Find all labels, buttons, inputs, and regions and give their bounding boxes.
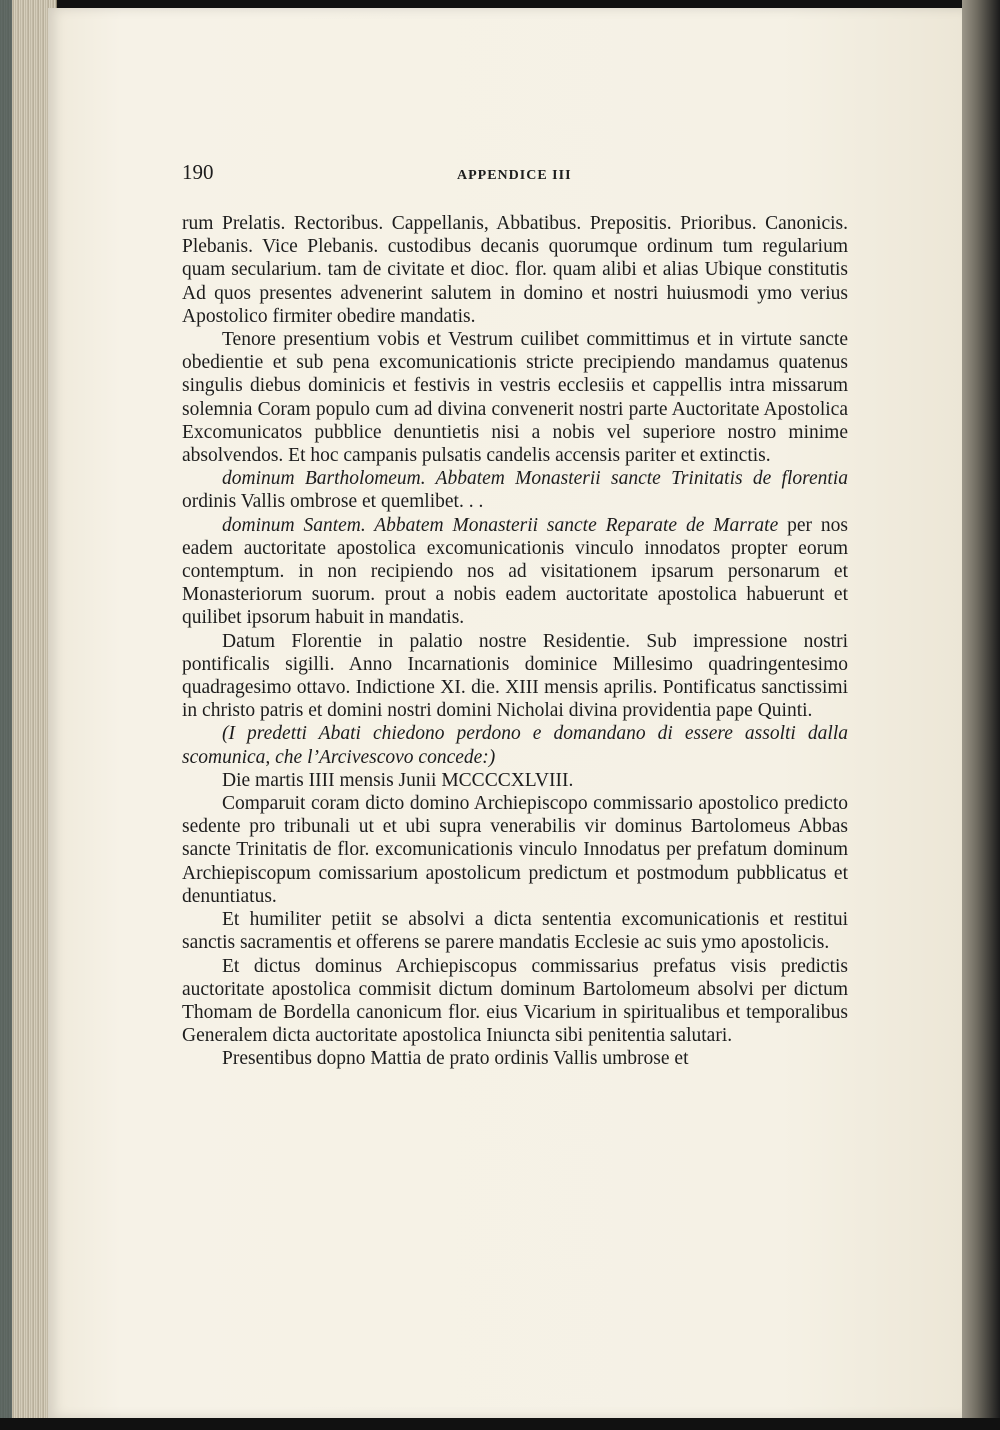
scan-border-right (962, 0, 1000, 1430)
paragraph (182, 908, 848, 954)
text-run: ordinis Vallis ombrose et quemlibet. . . (182, 491, 484, 513)
text-run: per nos eadem auctoritate apostolica excomunicationis vinculo innodatos propter eorum contemptum. in non recipiendo nos ad visitationem ipsarum personarum et Monasteriorum suorum. prout a nobis eadem auctoritate apostolica habuerunt et quilibet ipsorum habuit in mandatis. (182, 514, 848, 629)
italic-text-run: (I predetti Abati chiedono perdono e domandano di essere assolti dalla scomunica, che l’Arcivescovo concede:) (182, 723, 848, 768)
paragraph (182, 955, 848, 1048)
paragraph (182, 792, 848, 908)
text-run: Et dictus dominus Archiepiscopus commissarius prefatus visis predictis auctoritate apostolica commisit dictum dominum Bartolomeum absolvi per dictum Thomam de Bordella canonicum flor. eius Vicarium in spiritualibus et temporalibus Generalem dicta auctoritate apostolica Iniuncta sibi penitentia salutari. (182, 955, 848, 1047)
paragraph (182, 514, 848, 630)
paragraph (182, 212, 848, 328)
body-text (182, 212, 848, 1071)
scan-border-bottom (0, 1418, 1000, 1430)
text-run: Et humiliter petiit se absolvi a dicta sententia excomunicationis et restitui sanctis sacramentis et offerens se parere mandatis Ecclesie ac suis ymo apostolicis. (182, 909, 848, 954)
paragraph (182, 467, 848, 513)
italic-text-run: dominum Santem. Abbatem Monasterii sancte Reparate de Marrate (222, 514, 779, 536)
italic-text-run: dominum Bartholomeum. Abbatem Monasterii sancte Trinitatis de florentia (222, 468, 848, 490)
text-run: Presentibus dopno Mattia de prato ordinis Vallis umbrose et (222, 1048, 689, 1070)
paragraph (182, 1047, 848, 1070)
paragraph (182, 630, 848, 723)
text-run: Datum Florentie in palatio nostre Residentie. Sub impressione nostri pontificalis sigilli. Anno Incarnationis dominice Millesimo quadringentesimo quadragesimo ottavo. Indictione XI. die. XIII mensis aprilis. Pontificatus sanctissimi in christo patris et domini nostri domini Nicholai divina providentia pape Quinti. (182, 630, 848, 722)
page-header (182, 160, 850, 190)
page-number: 190 (182, 160, 214, 184)
running-head: APPENDICE III (457, 168, 572, 183)
text-run: Tenore presentium vobis et Vestrum cuilibet committimus et in virtute sancte obedientie et sub pena excomunicationis stricte precipiendo mandamus quatenus singulis diebus dominicis et festivis in vestris ecclesiis et cappellis intra missarum solemnia Coram populo cum ad divina convenerit nostri parte Auctoritate Apostolica Excomunicatos pubblice denuntietis nisi a nobis vel superiore nostro minime absolvendos. Et hoc campanis pulsatis candelis accensis pariter et extinctis. (182, 329, 848, 467)
text-run: rum Prelatis. Rectoribus. Cappellanis, Abbatibus. Prepositis. Prioribus. Canonicis. Plebanis. Vice Plebanis. custodibus decanis quorumque ordinum tum regularium quam secularium. tam de civitate et dioc. flor. quam alibi et alias Ubique constitutis Ad quos presentes advenerint salutem in domino et nostri huiusmodi ymo verius Apostolico firmiter obedire mandatis. (182, 213, 848, 327)
text-run: Die martis IIII mensis Junii MCCCCXLVIII. (222, 769, 574, 791)
text-run: Comparuit coram dicto domino Archiepiscopo commissario apostolico predicto sedente pro tribunali ut et ubi supra venerabilis vir dominus Bartolomeus Abbas sancte Trinitatis de flor. excomunicationis vinculo Innodatus per prefatum dominum Archiepiscopum comissarium apostolicum predictum et postmodum pubblicatus et denuntiatus. (182, 793, 848, 907)
paragraph (182, 722, 848, 768)
paragraph (182, 769, 848, 792)
paragraph (182, 328, 848, 467)
